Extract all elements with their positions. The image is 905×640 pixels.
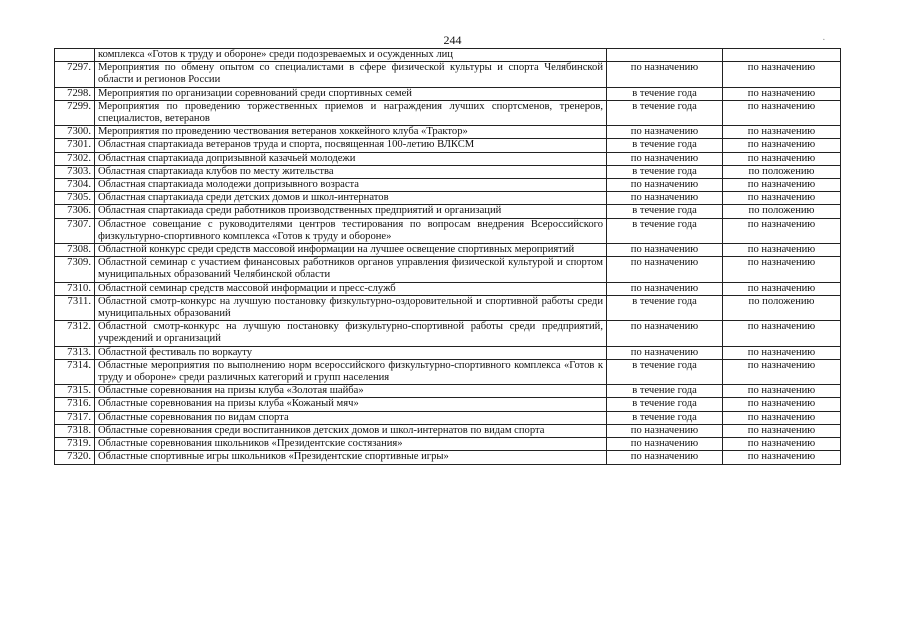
row-description: Областной семинар средств массовой информации и пресс-служб <box>95 282 607 295</box>
row-number: 7312. <box>55 321 95 346</box>
row-timing: в течение года <box>607 87 723 100</box>
row-number: 7316. <box>55 398 95 411</box>
table-row <box>55 346 841 359</box>
table-row <box>55 398 841 411</box>
activities-table <box>54 48 841 465</box>
row-timing: по назначению <box>607 321 723 346</box>
row-timing: в течение года <box>607 398 723 411</box>
row-basis: по назначению <box>723 385 841 398</box>
table-row <box>55 411 841 424</box>
row-description: Областная спартакиада среди детских домов и школ-интернатов <box>95 192 607 205</box>
row-timing: по назначению <box>607 451 723 464</box>
row-basis: по назначению <box>723 218 841 243</box>
row-timing: в течение года <box>607 218 723 243</box>
row-description: Областной смотр-конкурс на лучшую постановку физкультурно-оздоровительной и спортивной работы среди муниципальных образований <box>95 295 607 320</box>
row-description: комплекса «Готов к труду и обороне» среди подозреваемых и осужденных лиц <box>95 49 607 62</box>
row-timing: в течение года <box>607 139 723 152</box>
row-basis: по назначению <box>723 62 841 87</box>
row-timing: в течение года <box>607 295 723 320</box>
row-description: Областные соревнования среди воспитанников детских домов и школ-интернатов по видам спорта <box>95 424 607 437</box>
row-number: 7315. <box>55 385 95 398</box>
row-timing: по назначению <box>607 62 723 87</box>
row-basis: по назначению <box>723 411 841 424</box>
table-row <box>55 385 841 398</box>
row-basis: по положению <box>723 295 841 320</box>
row-timing: по назначению <box>607 438 723 451</box>
row-description: Областные соревнования на призы клуба «Золотая шайба» <box>95 385 607 398</box>
row-basis: по назначению <box>723 346 841 359</box>
row-number: 7305. <box>55 192 95 205</box>
row-number: 7300. <box>55 126 95 139</box>
row-number <box>55 49 95 62</box>
table-row <box>55 179 841 192</box>
row-basis: по назначению <box>723 87 841 100</box>
row-timing: в течение года <box>607 165 723 178</box>
row-description: Мероприятия по организации соревнований среди спортивных семей <box>95 87 607 100</box>
row-description: Мероприятия по проведению чествования ветеранов хоккейного клуба «Трактор» <box>95 126 607 139</box>
row-description: Областная спартакиада среди работников производственных предприятий и организаций <box>95 205 607 218</box>
row-description: Областные соревнования школьников «Президентские состязания» <box>95 438 607 451</box>
row-basis: по назначению <box>723 359 841 384</box>
row-description: Областные мероприятия по выполнению норм всероссийского физкультурно-спортивного комплекса «Готов к труду и обороне» среди различных категорий и групп населения <box>95 359 607 384</box>
row-description: Областное совещание с руководителями центров тестирования по вопросам внедрения Всероссийского физкультурно-спортивного комплекса «Готов к труду и обороне» <box>95 218 607 243</box>
row-timing: в течение года <box>607 359 723 384</box>
row-number: 7308. <box>55 244 95 257</box>
table-row <box>55 424 841 437</box>
table-row <box>55 359 841 384</box>
row-number: 7298. <box>55 87 95 100</box>
row-number: 7301. <box>55 139 95 152</box>
row-timing <box>607 49 723 62</box>
row-timing: по назначению <box>607 257 723 282</box>
row-description: Областные соревнования по видам спорта <box>95 411 607 424</box>
row-basis <box>723 49 841 62</box>
row-timing: в течение года <box>607 100 723 125</box>
row-number: 7319. <box>55 438 95 451</box>
row-timing: по назначению <box>607 282 723 295</box>
row-description: Областные спортивные игры школьников «Президентские спортивные игры» <box>95 451 607 464</box>
table-row <box>55 257 841 282</box>
row-description: Областная спартакиада молодежи допризывного возраста <box>95 179 607 192</box>
table-row <box>55 165 841 178</box>
scan-mark: · <box>822 34 826 46</box>
table-row <box>55 218 841 243</box>
row-basis: по назначению <box>723 126 841 139</box>
table-row <box>55 451 841 464</box>
row-basis: по назначению <box>723 424 841 437</box>
row-basis: по назначению <box>723 100 841 125</box>
row-number: 7310. <box>55 282 95 295</box>
row-number: 7303. <box>55 165 95 178</box>
table-row <box>55 62 841 87</box>
row-timing: по назначению <box>607 424 723 437</box>
row-timing: по назначению <box>607 192 723 205</box>
row-number: 7307. <box>55 218 95 243</box>
table-row <box>55 205 841 218</box>
row-description: Областной смотр-конкурс на лучшую постановку физкультурно-спортивной работы среди предприятий, учреждений и организаций <box>95 321 607 346</box>
row-basis: по назначению <box>723 282 841 295</box>
row-basis: по назначению <box>723 139 841 152</box>
row-basis: по назначению <box>723 179 841 192</box>
row-basis: по назначению <box>723 257 841 282</box>
row-timing: в течение года <box>607 411 723 424</box>
table-row <box>55 49 841 62</box>
table-row <box>55 438 841 451</box>
row-description: Мероприятия по обмену опытом со специалистами в сфере физической культуры и спорта Челябинской области и регионов России <box>95 62 607 87</box>
row-description: Областная спартакиада допризывной казачьей молодежи <box>95 152 607 165</box>
table-row <box>55 126 841 139</box>
row-number: 7313. <box>55 346 95 359</box>
row-timing: в течение года <box>607 385 723 398</box>
row-timing: по назначению <box>607 346 723 359</box>
row-number: 7317. <box>55 411 95 424</box>
row-timing: в течение года <box>607 205 723 218</box>
row-description: Областной фестиваль по воркауту <box>95 346 607 359</box>
row-description: Областная спартакиада ветеранов труда и спорта, посвященная 100-летию ВЛКСМ <box>95 139 607 152</box>
row-description: Областная спартакиада клубов по месту жительства <box>95 165 607 178</box>
row-basis: по назначению <box>723 321 841 346</box>
row-basis: по положению <box>723 165 841 178</box>
row-basis: по назначению <box>723 152 841 165</box>
table-row <box>55 152 841 165</box>
row-basis: по назначению <box>723 438 841 451</box>
row-description: Областной семинар с участием финансовых работников органов управления физической культурой и спортом муниципальных образований Челябинской области <box>95 257 607 282</box>
page-number: 244 <box>443 33 462 47</box>
table-row <box>55 192 841 205</box>
row-description: Мероприятия по проведению торжественных приемов и награждения лучших спортсменов, тренеров, специалистов, ветеранов <box>95 100 607 125</box>
table-row <box>55 244 841 257</box>
row-timing: по назначению <box>607 179 723 192</box>
row-basis: по назначению <box>723 398 841 411</box>
table-row <box>55 87 841 100</box>
table-body <box>55 49 841 465</box>
row-basis: по назначению <box>723 192 841 205</box>
row-number: 7311. <box>55 295 95 320</box>
row-timing: по назначению <box>607 244 723 257</box>
table-row <box>55 282 841 295</box>
table-row <box>55 139 841 152</box>
row-basis: по положению <box>723 205 841 218</box>
row-timing: по назначению <box>607 126 723 139</box>
row-description: Областной конкурс среди средств массовой информации на лучшее освещение спортивных мероприятий <box>95 244 607 257</box>
row-description: Областные соревнования на призы клуба «Кожаный мяч» <box>95 398 607 411</box>
table-row <box>55 100 841 125</box>
row-number: 7314. <box>55 359 95 384</box>
row-number: 7304. <box>55 179 95 192</box>
table-row <box>55 295 841 320</box>
row-number: 7318. <box>55 424 95 437</box>
row-timing: по назначению <box>607 152 723 165</box>
row-number: 7309. <box>55 257 95 282</box>
table-row <box>55 321 841 346</box>
row-basis: по назначению <box>723 451 841 464</box>
row-number: 7297. <box>55 62 95 87</box>
row-number: 7302. <box>55 152 95 165</box>
row-basis: по назначению <box>723 244 841 257</box>
row-number: 7299. <box>55 100 95 125</box>
row-number: 7320. <box>55 451 95 464</box>
row-number: 7306. <box>55 205 95 218</box>
